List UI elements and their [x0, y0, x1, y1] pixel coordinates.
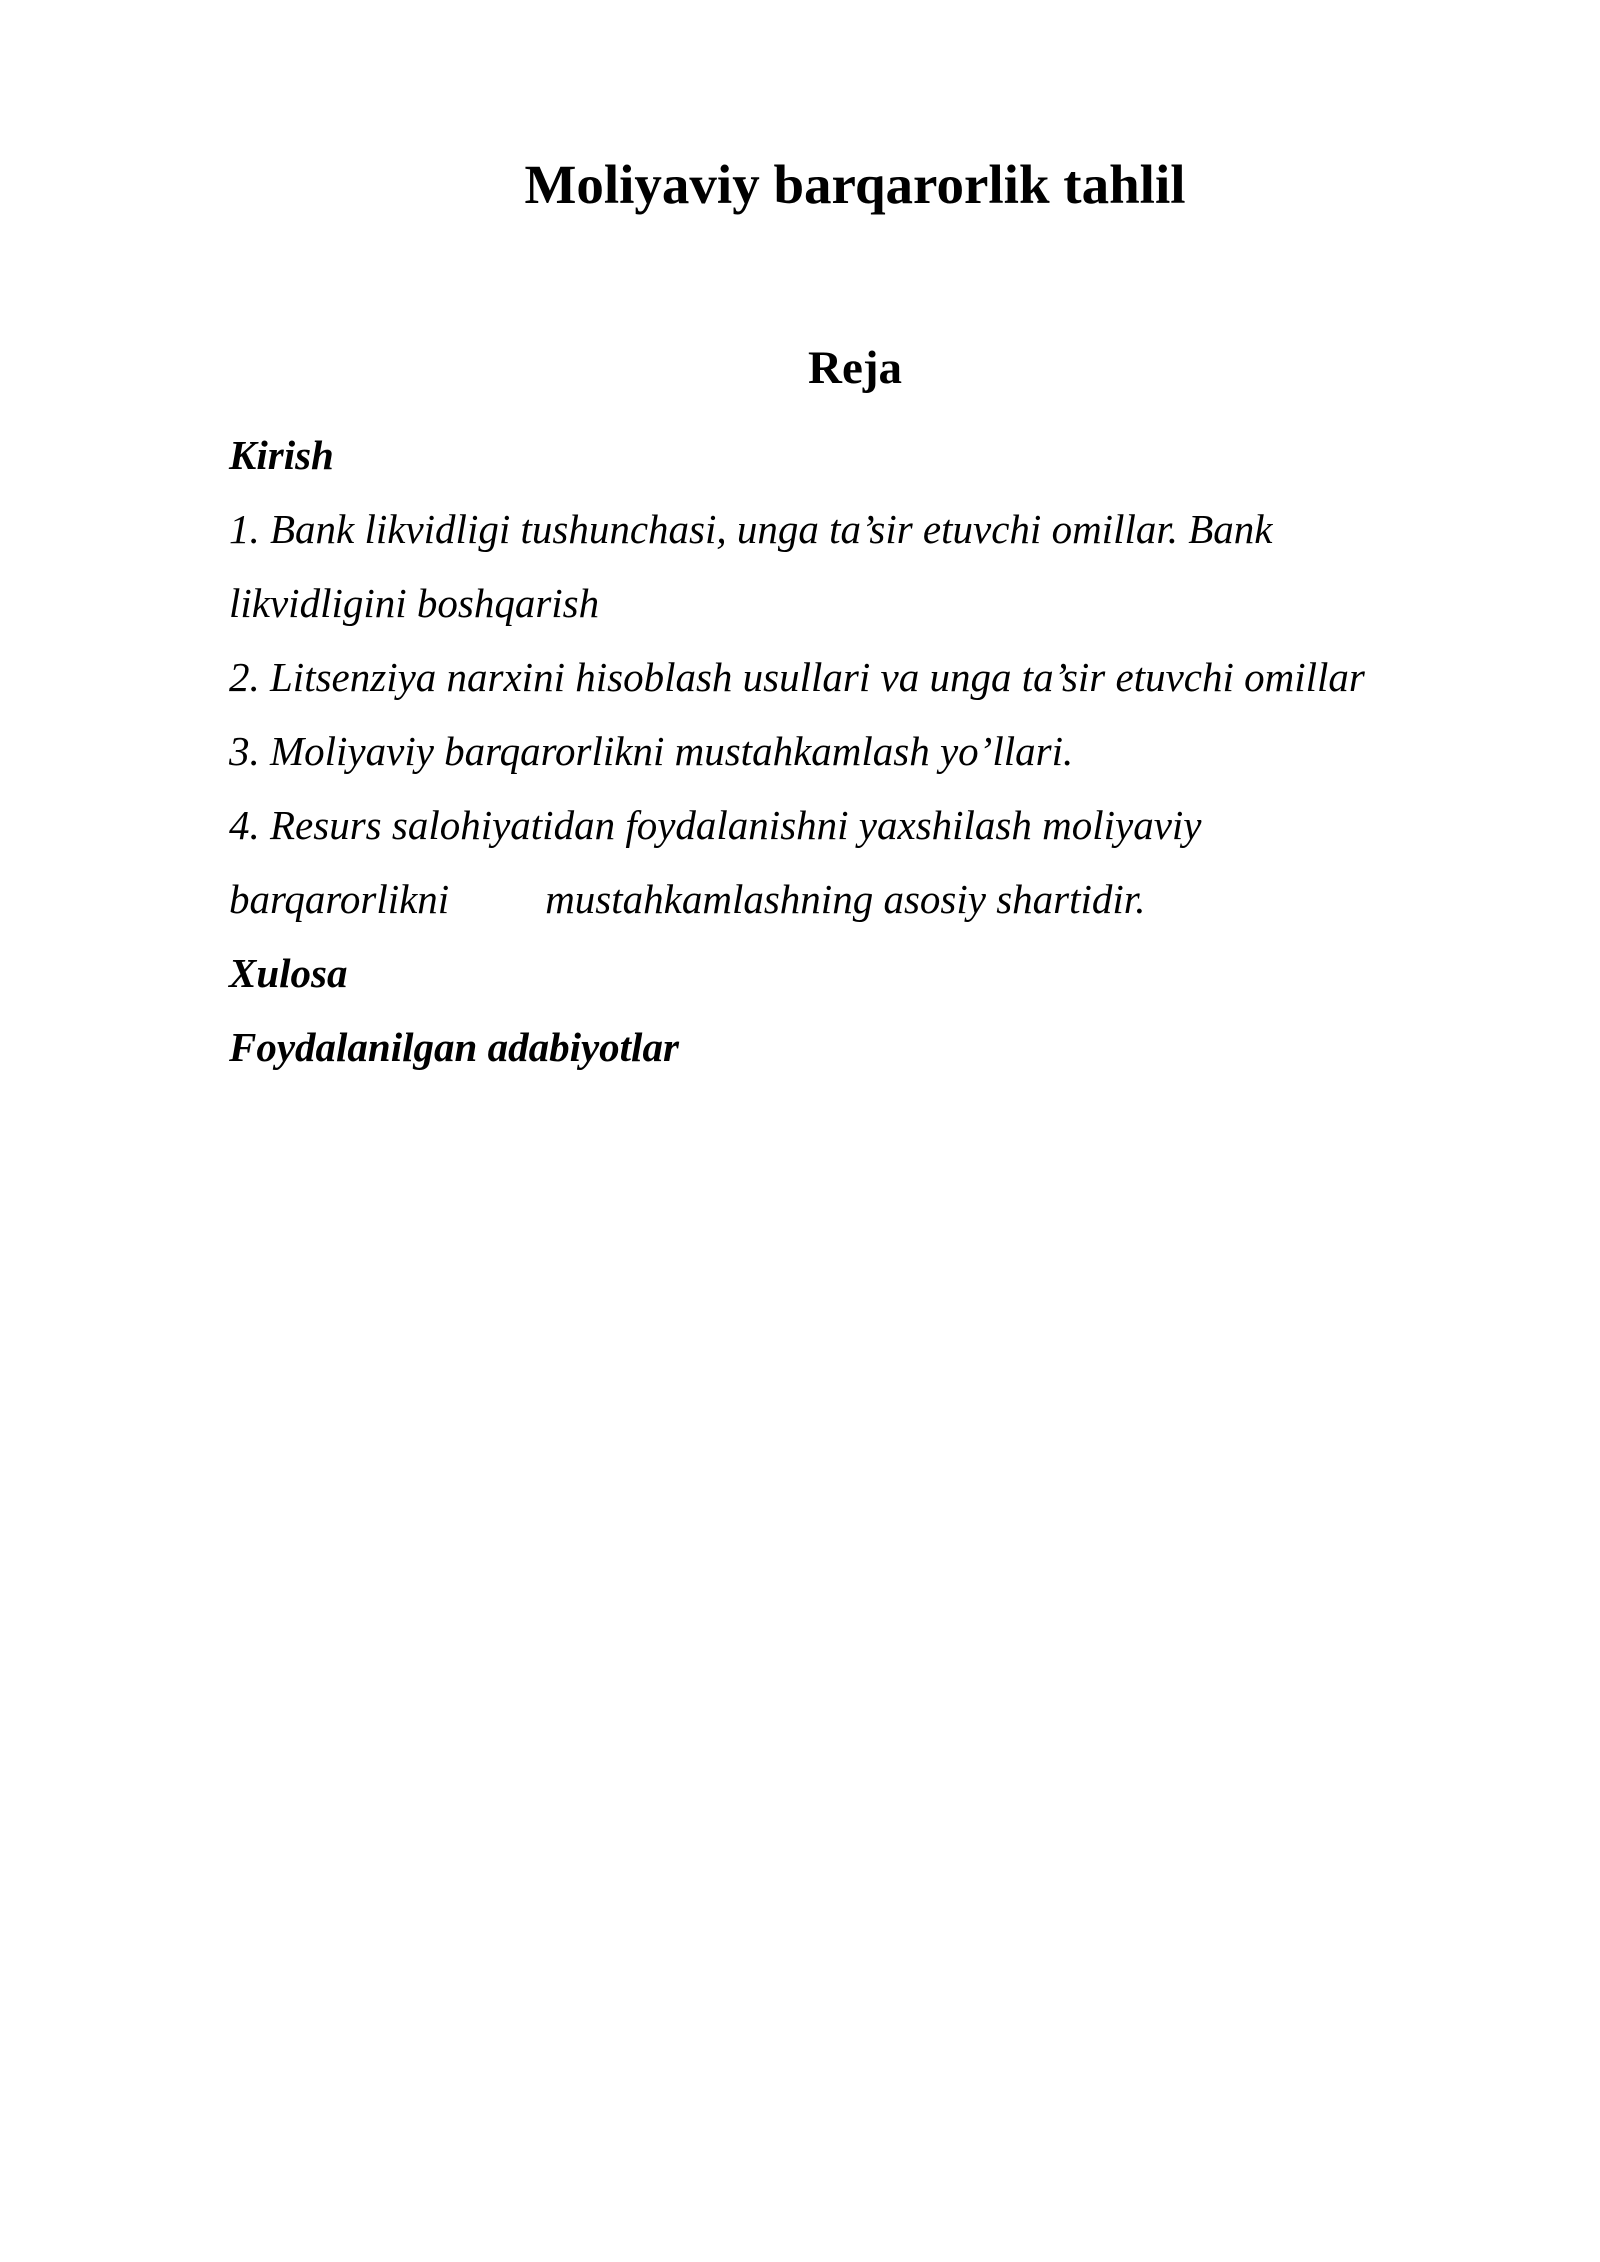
toc-item-4-line-2-end: mustahkamlashning asosiy shartidir.	[545, 876, 1146, 922]
plan-heading: Reja	[808, 342, 902, 394]
document-title: Moliyaviy barqarorlik tahlil	[524, 154, 1186, 215]
toc-conclusion: Xulosa	[229, 950, 348, 996]
toc-item-4-line-2	[229, 862, 1529, 936]
toc-item-4-line-2-start: barqarorlikni	[229, 876, 450, 922]
toc-intro: Kirish	[229, 432, 334, 478]
toc-item-1-line-2: likvidligini boshqarish	[229, 580, 600, 626]
toc-item-1-line-1: 1. Bank likvidligi tushunchasi, unga ta’sir etuvchi omillar. Bank	[229, 506, 1273, 552]
table-of-contents	[229, 418, 1529, 1084]
toc-references: Foydalanilgan adabiyotlar	[229, 1024, 679, 1070]
toc-item-2: 2. Litsenziya narxini hisoblash usullari va unga ta’sir etuvchi omillar	[229, 654, 1365, 700]
toc-item-4-line-1: 4. Resurs salohiyatidan foydalanishni yaxshilash moliyaviy	[229, 802, 1202, 848]
toc-item-3: 3. Moliyaviy barqarorlikni mustahkamlash yo’llari.	[229, 728, 1074, 774]
